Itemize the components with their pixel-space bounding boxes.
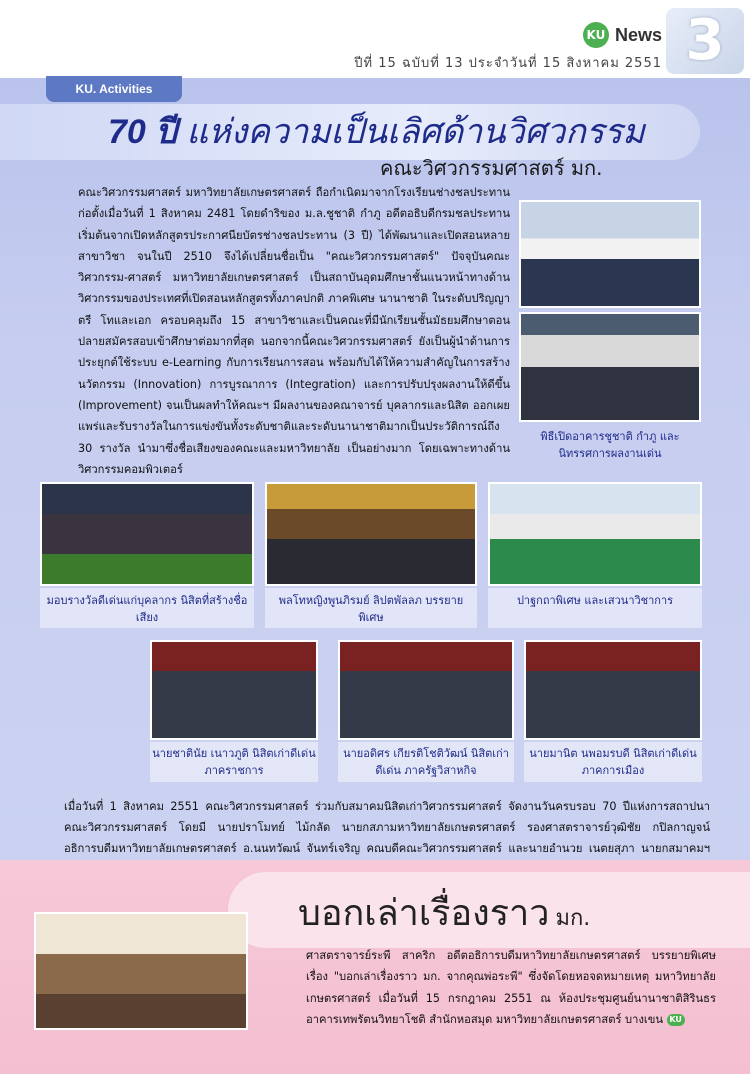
photo-alumni-politics xyxy=(524,640,702,740)
photo-alumni-government xyxy=(150,640,318,740)
photo-special-lecture xyxy=(265,482,477,586)
issue-line: ปีที่ 15 ฉบับที่ 13 ประจำวันที่ 15 สิงหาคม 2551 xyxy=(354,56,662,71)
article-body-1: คณะวิศวกรรมศาสตร์ มหาวิทยาลัยเกษตรศาสตร์ ถือกำเนิดมาจากโรงเรียนช่างชลประทาน ก่อตั้งเมื่อวันที่ 1 สิงหาคม 2481 โดยดำริของ ม.ล.ชูชาติ กำภู อดีตอธิบดีกรมชลประทาน เริ่มต้นจากเปิดหลักสูตรประกาศนียบัตรช่างชลประทาน (3 ปี) ได้พัฒนาและเปิดสอนหลายสาขาวิชา จนในปี 2510 จึงได้เปลี่ยนชื่อเป็น "คณะวิศวกรรมศาสตร์" ปัจจุบันคณะวิศวกรรม-ศาสตร์ มหาวิทยาลัยเกษตรศาสตร์ เป็นสถาบันอุดมศึกษาชั้นแนวหน้าทางด้านวิศวกรรมของประเทศที่เปิดสอนหลักสูตรทั้งภาคปกติ ภาคพิเศษ นานาชาติ ในระดับปริญญาตรี โทและเอก ครอบคลุมถึง 15 สาขาวิชาและเป็นคณะที่มีนักเรียนชั้นมัธยมศึกษาตอนปลายสมัครสอบเข้าศึกษาต่อมากที่สุด นอกจากนี้คณะวิศวกรรมศาสตร์ ยังเป็นผู้นำด้านการประยุกต์ใช้ระบบ e-Learning กับการเรียนการสอน พร้อมกับได้ให้ความสำคัญในการสร้างนวัตกรรม (Innovation) การบูรณาการ (Integration) และการปรับปรุงผลงานให้ดีขึ้น (Improvement) จนเป็นผลทำให้คณะฯ มีผลงานของคณาจารย์ บุคลากรและนิสิต ออกเผยแพร่และรับรางวัลในการแข่งขันทั้งระดับชาติและระดับนานาชาติมากเป็นประวัติการณ์ถึง 30 รางวัล นำมาซึ่งชื่อเสียงของคณะและมหาวิทยาลัย เป็นอย่างมาก โดยเฉพาะทางด้านวิศวกรรมคอมพิวเตอร์ xyxy=(78,186,510,476)
photo-faculty-building xyxy=(519,200,701,308)
ku-news-logo xyxy=(583,22,662,48)
photo-award-staff xyxy=(40,482,254,586)
caption-main-photo: พิธีเปิดอาคารชูชาติ กำภู และนิทรรศการผลงานเด่น xyxy=(540,430,680,460)
body2-text: เมื่อวันที่ 1 สิงหาคม 2551 คณะวิศวกรรมศาสตร์ ร่วมกับสมาคมนิสิตเก่าวิศวกรรมศาสตร์ จัดงานวันครบรอบ 70 ปีแห่งการสถาปนาคณะวิศวกรรมศาสตร์ โดยมี นายปราโมทย์ ไม้กลัด นายกสภามหาวิทยาลัยเกษตรศาสตร์ รองศาสตราจารย์วุฒิชัย กปิลกาญจน์ อธิการบดีมหาวิทยาลัยเกษตรศาสตร์ อ.นนทวัฒน์ จันทร์เจริญ คณบดีคณะวิศวกรรมศาสตร์ และนายอำนวย เนตยสุภา นายกสมาคมฯ xyxy=(64,800,710,855)
page-number: 3 xyxy=(666,8,744,74)
caption-row1-1: มอบรางวัลดีเด่นแก่บุคลากร นิสิตที่สร้างชื่อเสียง xyxy=(46,594,248,624)
title-number: 70 ปี xyxy=(108,113,177,151)
photo-exhibition xyxy=(519,312,701,422)
story-body xyxy=(306,945,716,1030)
logo-text: News xyxy=(614,24,662,45)
caption-row2-3: นายมานิต นพอมรบดี นิสิตเก่าดีเด่น ภาคการเมือง xyxy=(529,747,697,777)
story-body-text: ศาสตราจารย์ระพี สาคริก อดีตอธิการบดีมหาวิทยาลัยเกษตรศาสตร์ บรรยายพิเศษ เรื่อง "บอกเล่าเรื่องราว มก. จากคุณพ่อระพี" ซึ่งจัดโดยหอจดหมายเหตุ มหาวิทยาลัยเกษตรศาสตร์ เมื่อวันที่ 15 กรกฎาคม 2551 ณ ห้องประชุมศูนย์นานาชาติสิรินธร อาคารเทพรัตนวิทยาโชติ สำนักหอสมุด มหาวิทยาลัยเกษตรศาสตร์ บางเขน xyxy=(306,949,716,1026)
section-tag: KU. Activities xyxy=(46,76,182,102)
title-rest: แห่งความเป็นเลิศด้านวิศวกรรม xyxy=(186,113,645,151)
story-title-suffix: มก. xyxy=(555,906,591,931)
story-title-main: บอกเล่าเรื่องราว xyxy=(298,893,550,934)
caption-row2-1: นายชาตินัย เนาวภูติ นิสิตเก่าดีเด่น ภาคราชการ xyxy=(152,747,316,777)
ku-end-icon-2: KU xyxy=(667,1014,685,1026)
article-subtitle: คณะวิศวกรรมศาสตร์ มก. xyxy=(380,156,603,180)
photo-story-lecture xyxy=(34,912,248,1030)
article-title xyxy=(108,104,645,158)
caption-row1-3: ปาฐกถาพิเศษ และเสวนาวิชาการ xyxy=(516,594,674,607)
caption-row2-2: นายอดิศร เกียรติโชติวัฒน์ นิสิตเก่าดีเด่น ภาครัฐวิสาหกิจ xyxy=(343,747,509,777)
story-title xyxy=(298,884,590,941)
photo-panel-discussion xyxy=(488,482,702,586)
ku-logo-icon: KU xyxy=(583,22,609,48)
caption-row1-2: พลโทหญิงพูนภิรมย์ ลิปตพัลลภ บรรยายพิเศษ xyxy=(278,594,464,624)
photo-alumni-state-enterprise xyxy=(338,640,514,740)
